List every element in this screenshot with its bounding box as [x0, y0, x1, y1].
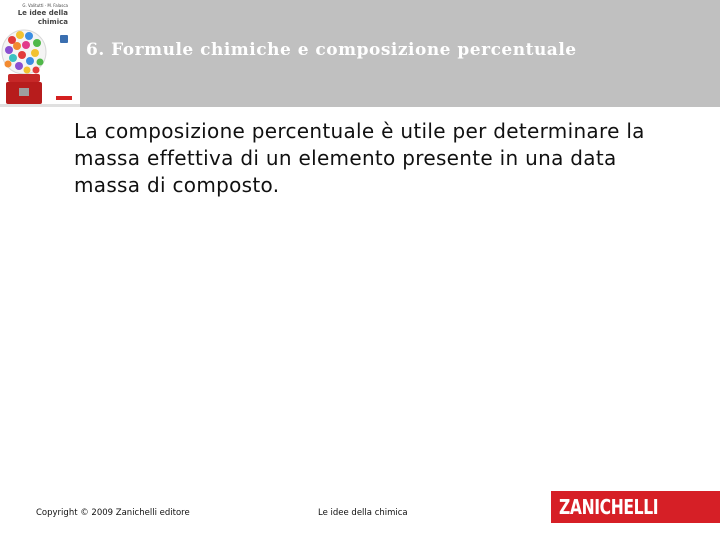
- footer-copyright: Copyright © 2009 Zanichelli editore: [36, 508, 190, 518]
- cover-authors: G. Valitutti · M. Falasca: [22, 3, 68, 8]
- brand-logo-text: ZANICHELLI: [559, 495, 659, 519]
- cover-title-block: [18, 4, 68, 26]
- cover-title-line-2: chimica: [37, 18, 68, 26]
- book-cover-image: [0, 0, 80, 107]
- zanichelli-logo: [551, 491, 720, 523]
- slide-body-text: La composizione percentuale è utile per determinare la massa effettiva di un elemento presente in una data massa di composto.: [74, 119, 645, 197]
- cover-title-line-1: Le idee della: [17, 9, 68, 17]
- footer-book-title: Le idee della chimica: [318, 508, 408, 518]
- cover-publisher-logo-icon: [60, 35, 68, 43]
- cover-red-band: [56, 96, 72, 100]
- slide-title: 6. Formule chimiche e composizione percentuale: [86, 40, 577, 60]
